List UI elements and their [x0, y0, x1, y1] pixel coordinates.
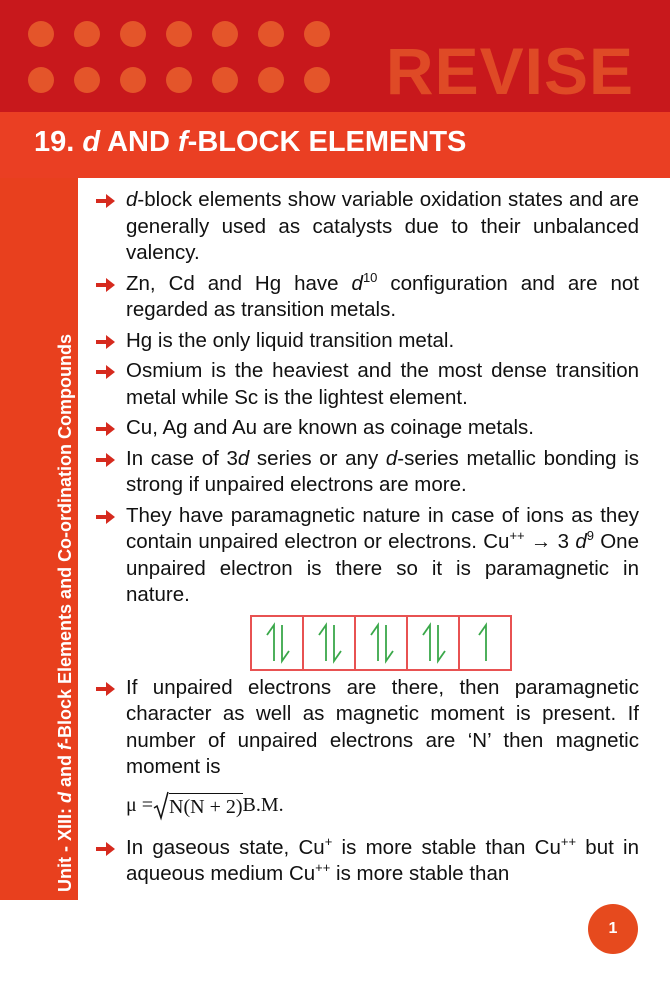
decorative-dot	[212, 67, 238, 93]
electron-down-arrow-icon	[334, 625, 341, 661]
orbital-diagram	[250, 615, 512, 671]
list-item: They have paramagnetic nature in case of ions as they contain unpaired electron or electrons. Cu++ → 3 $d^9$ One unpaired electron is there so it is paramagnetic in nature.	[94, 503, 639, 609]
decorative-dot	[28, 21, 54, 47]
orbital-box	[408, 617, 460, 669]
formula-lhs: μ =	[126, 794, 154, 816]
list-item: d-block elements show variable oxidation states and are generally used as catalysts due to their unbalanced valency.	[94, 187, 639, 267]
decorative-dot	[212, 21, 238, 47]
orbital-box	[460, 617, 510, 669]
electron-down-arrow-icon	[386, 625, 393, 661]
electron-up-arrow-icon	[267, 625, 274, 661]
radical-sign-icon	[153, 791, 169, 821]
brand-title: REVISE	[385, 34, 634, 108]
decorative-dot	[304, 21, 330, 47]
chapter-title: 19. d AND f-BLOCK ELEMENTS	[34, 126, 467, 158]
magnetic-moment-formula	[126, 791, 639, 821]
unit-label: Unit - XIII: d and f-Block Elements and Co-ordination Compounds	[55, 333, 75, 892]
right-arrow-icon	[94, 191, 116, 211]
decorative-dot	[120, 67, 146, 93]
list-item: In case of 3d series or any d-series metallic bonding is strong if unpaired electrons are more.	[94, 446, 639, 499]
list-item: In gaseous state, Cu+ is more stable than Cu++ but in aqueous medium Cu++ is more stable than	[94, 835, 639, 888]
right-arrow-icon	[94, 679, 116, 699]
list-item: Hg is the only liquid transition metal.	[94, 328, 639, 355]
list-item: If unpaired electrons are there, then paramagnetic character as well as magnetic moment is present. If number of unpaired electrons are ‘N’ then magnetic moment is	[94, 675, 639, 781]
decorative-dot	[258, 67, 284, 93]
formula-radicand: N(N + 2)	[169, 793, 243, 819]
header-banner	[0, 0, 670, 112]
electron-up-arrow-icon	[423, 625, 430, 661]
page-number: 1	[588, 904, 638, 954]
right-arrow-icon	[94, 275, 116, 295]
right-arrow-icon	[94, 839, 116, 859]
decorative-dot	[120, 21, 146, 47]
list-item: Osmium is the heaviest and the most dense transition metal while Sc is the lightest element.	[94, 358, 639, 411]
decorative-dot	[166, 67, 192, 93]
right-arrow-icon	[94, 507, 116, 527]
orbital-box	[356, 617, 408, 669]
orbital-box	[252, 617, 304, 669]
square-root	[153, 791, 243, 821]
decorative-dot	[74, 21, 100, 47]
list-item: Zn, Cd and Hg have $d^{10}$ configuration and are not regarded as transition metals.	[94, 271, 639, 324]
orbital-box	[304, 617, 356, 669]
electron-up-arrow-icon	[479, 625, 486, 661]
electron-down-arrow-icon	[282, 625, 289, 661]
electron-down-arrow-icon	[438, 625, 445, 661]
formula-unit: B.M.	[242, 794, 284, 816]
electron-up-arrow-icon	[319, 625, 326, 661]
electron-up-arrow-icon	[371, 625, 378, 661]
decorative-dot	[166, 21, 192, 47]
bullet-list	[94, 187, 639, 888]
right-arrow-icon	[94, 332, 116, 352]
right-arrow-icon	[94, 362, 116, 382]
decorative-dot	[304, 67, 330, 93]
decorative-dot	[28, 67, 54, 93]
decorative-dot	[74, 67, 100, 93]
right-arrow-icon	[94, 419, 116, 439]
right-arrow-icon	[94, 450, 116, 470]
list-item: Cu, Ag and Au are known as coinage metals.	[94, 415, 639, 442]
decorative-dot	[258, 21, 284, 47]
